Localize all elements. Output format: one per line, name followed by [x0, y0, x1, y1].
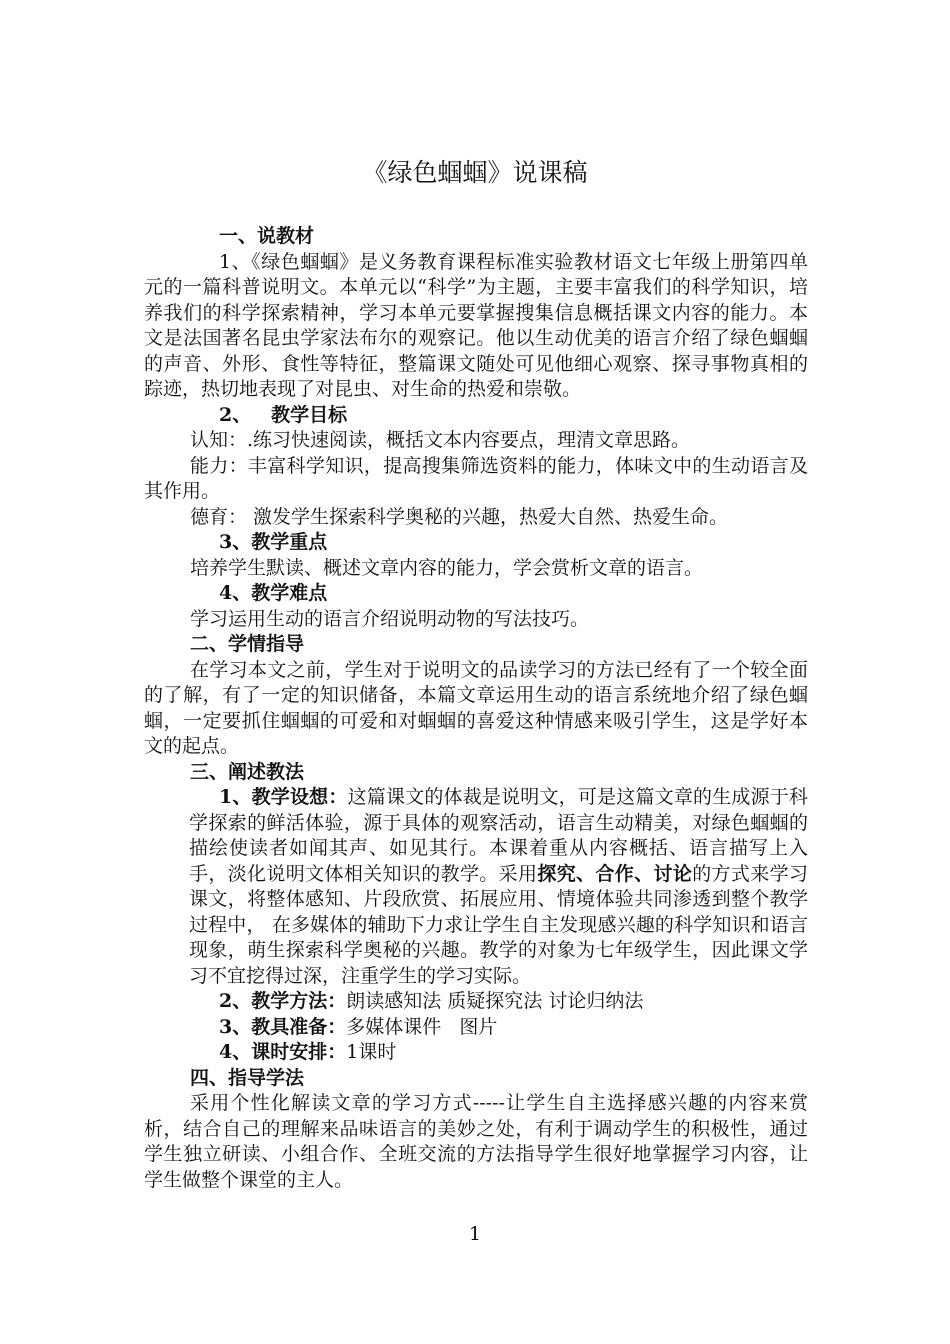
class-hours-label: 4、课时安排： [219, 1041, 347, 1063]
teaching-aids-line [144, 1015, 808, 1041]
paragraph-teaching-focus: 培养学生默读、概述文章内容的能力，学会赏析文章的语言。 [190, 556, 704, 579]
subheading-teaching-goals: 2、 教学目标 [219, 403, 348, 426]
paragraph-teaching-material: 1、《绿色蝈蝈》是义务教育课程标准实验教材语文七年级上册第四单元的一篇科普说明文。本单元以“科学”为主题，主要丰富我们的科学知识，培养我们的科学探索精神，学习本单元要掌握搜集信息概括课文内容的能力。本文是法国著名昆虫学家法布尔的观察记。他以生动优美的语言介绍了绿色蝈蝈的声音、外形、食性等特征，整篇课文随处可见他细心观察、探寻事物真相的踪迹，热切地表现了对昆虫、对生命的热爱和崇敬。 [144, 250, 808, 400]
document-title: 《绿色蝈蝈》说课稿 [362, 158, 588, 187]
teaching-concept-text-b: 的方式来学习课文，将整体感知、片段欣赏、拓展应用、情境体验共同渗透到整个教学过程中， 在多媒体的辅助下力求让学生自主发现感兴趣的科学知识和语言现象，萌生探索科学奥秘的兴趣。教学的对象为七年级学生，因此课文学习不宜挖得过深，注重学生的学习实际。 [189, 862, 808, 987]
teaching-aids-text: 多媒体课件 图片 [346, 1015, 498, 1038]
teaching-methods-label: 2、教学方法： [219, 990, 347, 1012]
teaching-methods-text: 朗读感知法 质疑探究法 讨论归纳法 [346, 990, 644, 1012]
section-heading-teaching-method: 三、阐述教法 [190, 760, 305, 783]
goal-ability: 能力：丰富科学知识，提高搜集筛选资料的能力，体味文中的生动语言及其作用。 [144, 454, 808, 502]
section-heading-teaching-material: 一、说教材 [219, 225, 315, 247]
paragraph-learning-method: 采用个性化解读文章的学习方式-----让学生自主选择感兴趣的内容来赏析，结合自己的理解来品味语言的美妙之处，有利于调动学生的积极性，通过学生独立研读、小组合作、全班交流的方法指导学生很好地掌握学习内容，让学生做整个课堂的主人。 [144, 1092, 808, 1191]
document-body [144, 224, 808, 1193]
section-heading-student-guidance: 二、学情指导 [190, 633, 305, 655]
teaching-concept-text-a: 这篇课文的体裁是说明文，可是这篇文章的生成源于科学探索的鲜活体验，源于具体的观察活动，语言生动精美，对绿色蝈蝈的描绘使读者如闻其声、如见其行。本课着重从内容概括、语言描写上入手，淡化说明文体相关知识的教学。采用 [189, 786, 808, 885]
teaching-aids-label: 3、教具准备： [219, 1015, 347, 1038]
goal-moral: 德育： 激发学生探索科学奥秘的兴趣，热爱大自然、热爱生命。 [190, 505, 729, 528]
subheading-teaching-difficulty: 4、教学难点 [219, 582, 328, 604]
teaching-methods-line [144, 989, 808, 1015]
subheading-teaching-focus: 3、教学重点 [219, 531, 328, 553]
paragraph-teaching-concept [144, 785, 808, 989]
teaching-concept-bold: 探究、合作、讨论 [537, 862, 693, 885]
section-heading-learning-method: 四、指导学法 [190, 1066, 305, 1089]
paragraph-teaching-difficulty: 学习运用生动的语言介绍说明动物的写法技巧。 [190, 607, 590, 630]
paragraph-student-guidance: 在学习本文之前，学生对于说明文的品读学习的方法已经有了一个较全面的了解，有了一定的知识储备，本篇文章运用生动的语言系统地介绍了绿色蝈蝈，一定要抓住蝈蝈的可爱和对蝈蝈的喜爱这种情感来吸引学生，这是学好本文的起点。 [144, 658, 808, 757]
goal-knowledge: 认知：.练习快速阅读，概括文本内容要点，理清文章思路。 [190, 429, 691, 451]
class-hours-line [144, 1040, 808, 1066]
class-hours-text: 1课时 [346, 1041, 397, 1063]
teaching-concept-label: 1、教学设想： [219, 786, 348, 808]
page-number: 1 [468, 1223, 482, 1245]
